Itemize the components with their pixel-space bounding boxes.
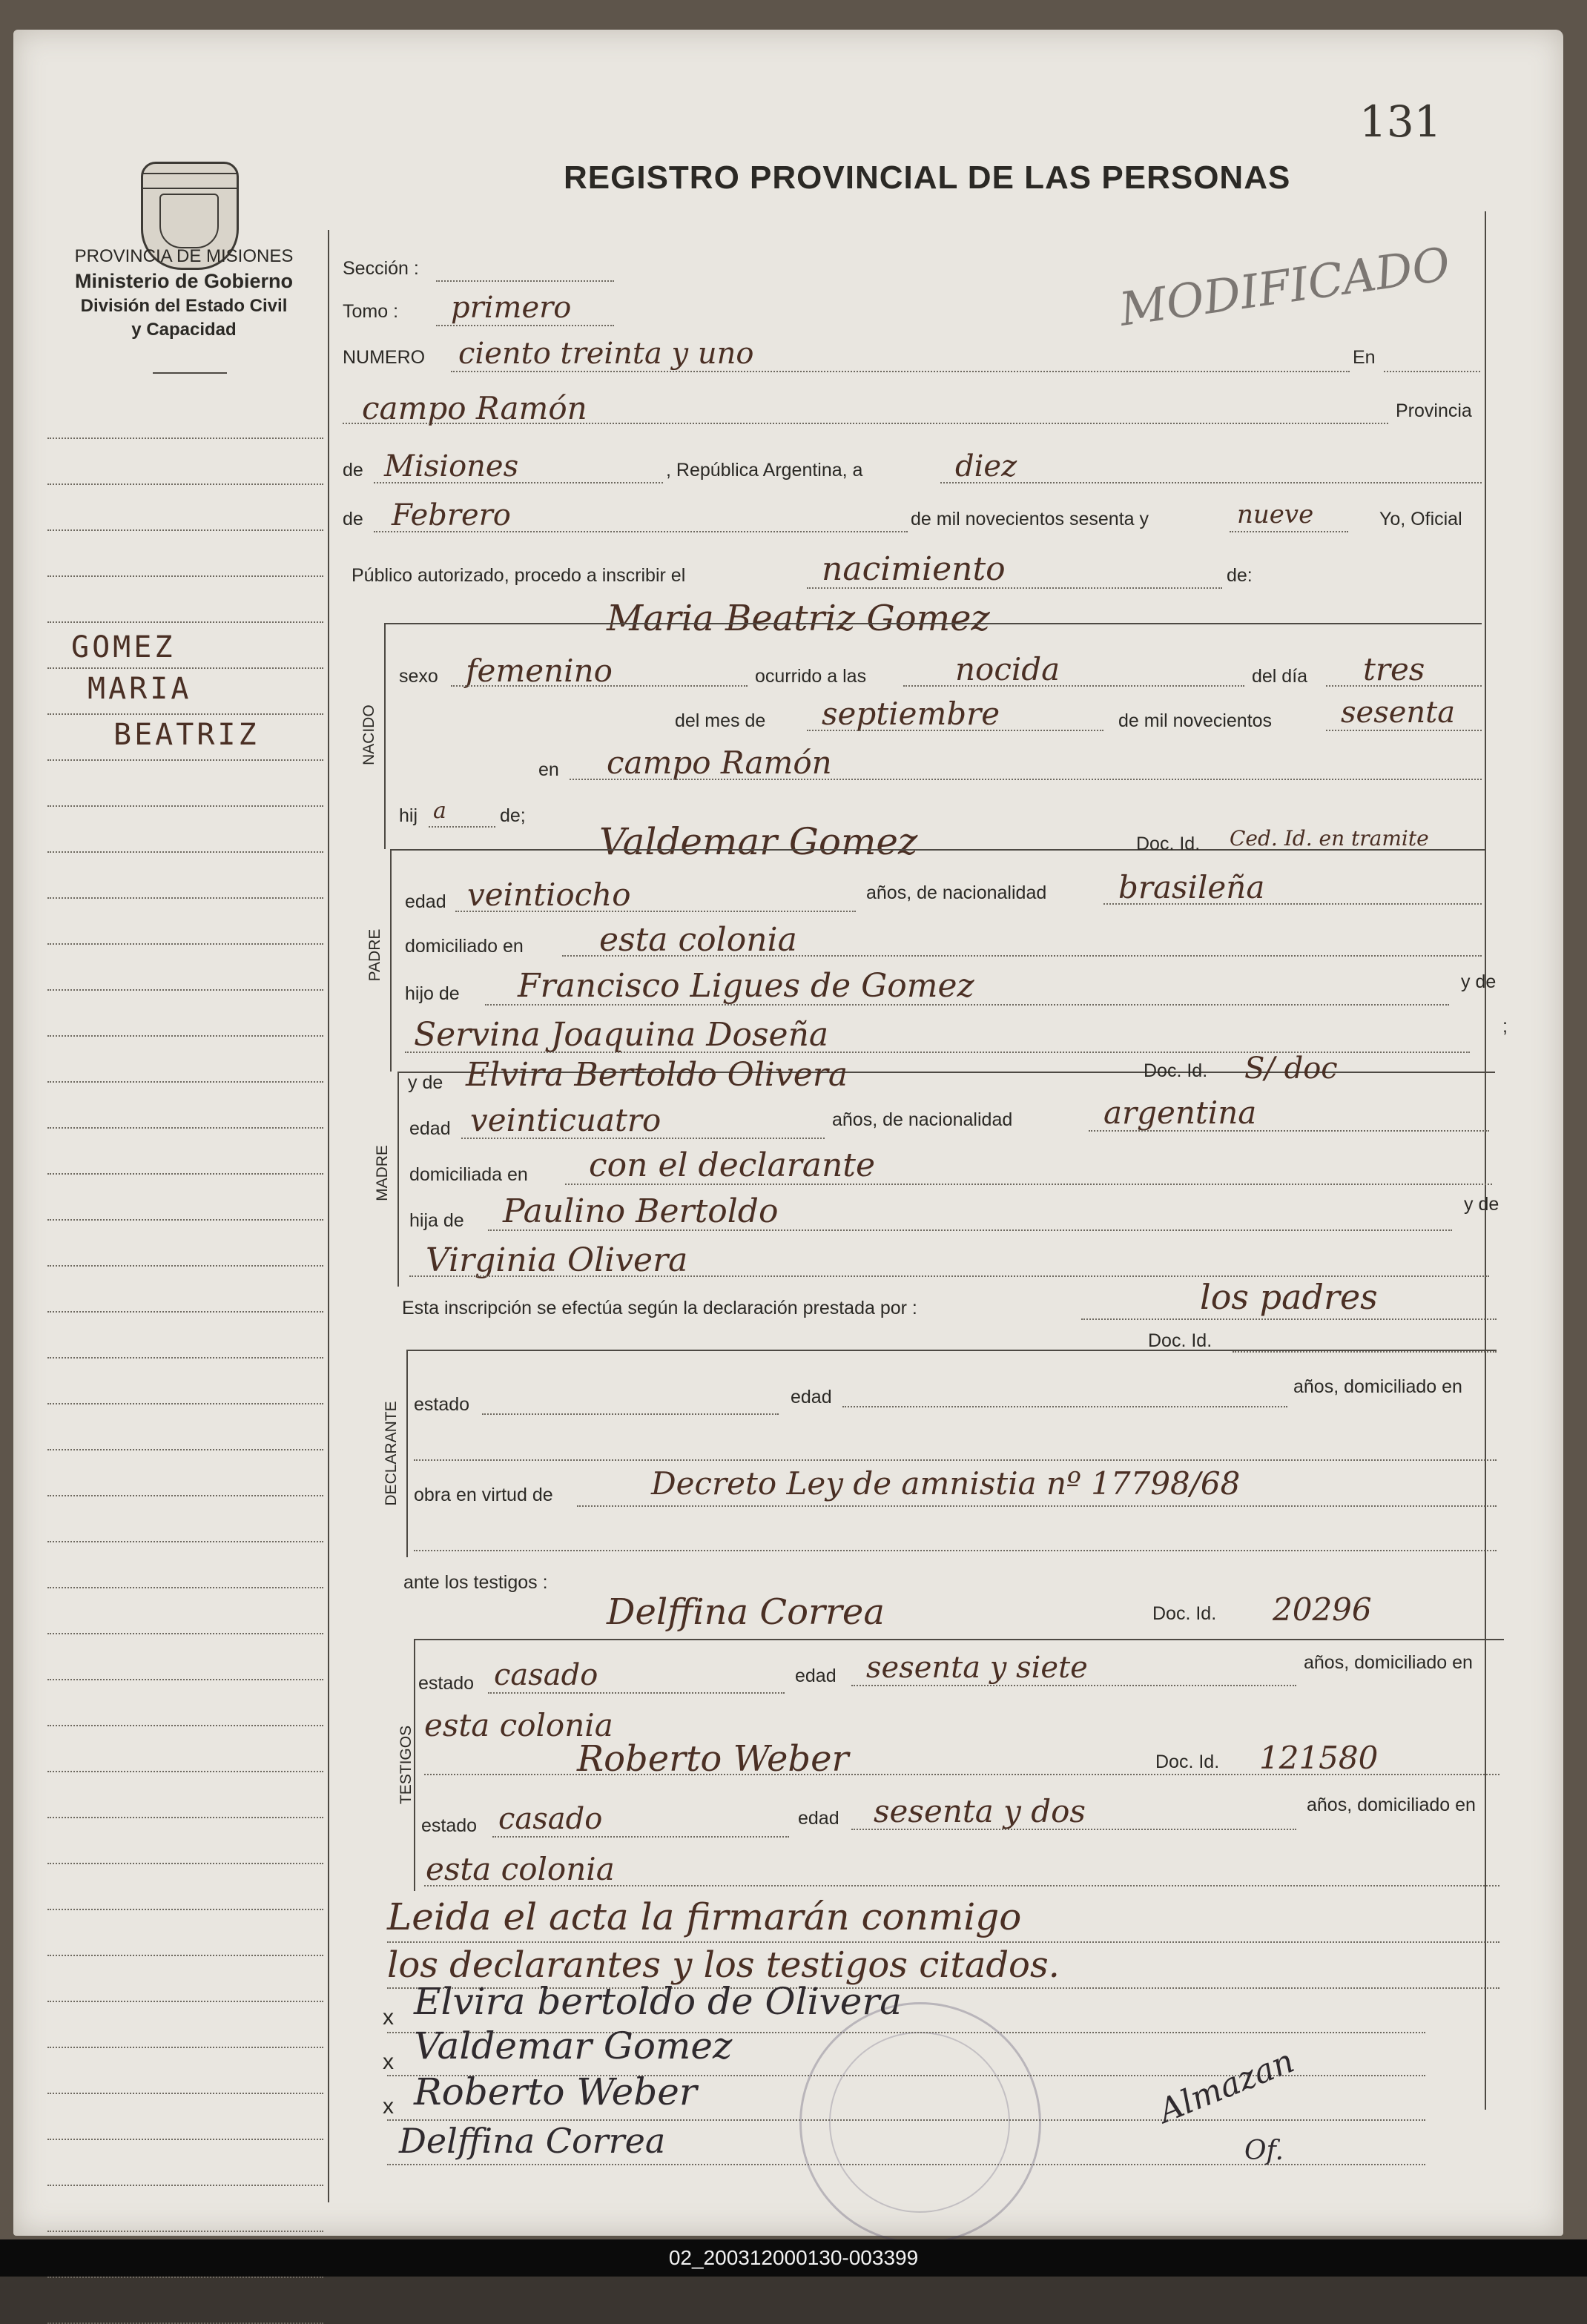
- testigo1-nombre-value: Delffina Correa: [607, 1591, 885, 1633]
- madre-y-de-label: y de: [408, 1072, 443, 1093]
- margin-ruled-line: [47, 1633, 323, 1634]
- margin-ruled-line: [47, 2139, 323, 2140]
- margin-ruled-line: [47, 529, 323, 531]
- republica-label: , República Argentina, a: [666, 460, 863, 481]
- obra-label: obra en virtud de: [414, 1485, 553, 1505]
- tomo-label: Tomo :: [343, 301, 399, 322]
- signature-1: Elvira bertoldo de Olivera: [414, 1980, 903, 2023]
- official-stamp-inner: [829, 2032, 1010, 2213]
- madre-edad-line: [461, 1138, 825, 1139]
- margin-ruled-line: [47, 759, 323, 761]
- obra-value: Decreto Ley de amnistia nº 17798/68: [651, 1465, 1241, 1502]
- padre-dom-label: domiciliado en: [405, 936, 524, 957]
- sexo-line: [451, 685, 748, 687]
- margin-ruled-line: [47, 1541, 323, 1542]
- de-label-2: de: [343, 509, 363, 529]
- margin-ruled-line: [47, 1403, 323, 1404]
- padre-nac-value: brasileña: [1118, 869, 1265, 905]
- margin-ruled-line: [47, 2277, 323, 2278]
- margin-ruled-line: [47, 851, 323, 853]
- margin-ruled-line: [47, 805, 323, 807]
- margin-ruled-line: [47, 1173, 323, 1175]
- margin-ruled-line: [47, 1863, 323, 1864]
- testigo1-estado-line: [488, 1692, 785, 1694]
- sexo-value: femenino: [466, 653, 613, 689]
- section-declarante: DECLARANTE: [383, 1401, 400, 1506]
- lugar-line: [343, 423, 1388, 424]
- testigo2-nombre-value: Roberto Weber: [577, 1738, 849, 1780]
- margin-first-name: MARIA: [88, 672, 192, 706]
- obra-line-2: [414, 1550, 1497, 1551]
- margin-ruled-line: [47, 2093, 323, 2094]
- section-padre: PADRE: [366, 928, 383, 982]
- padre-doc-value: Ced. Id. en tramite: [1230, 826, 1429, 851]
- semicolon-label: ;: [1502, 1016, 1508, 1037]
- padre-y-de-label: y de: [1461, 971, 1497, 992]
- abuela-p-value: Servina Joaquina Doseña: [414, 1016, 829, 1054]
- del-dia-label: del día: [1252, 666, 1308, 687]
- seccion-line: [436, 280, 614, 282]
- nombre-value: Maria Beatriz Gomez: [607, 598, 990, 639]
- closing-line-1-rule: [387, 1941, 1499, 1943]
- declarante-estado-label: estado: [414, 1394, 470, 1415]
- signature-mark-2: x: [383, 2050, 394, 2074]
- numero-label: NUMERO: [343, 347, 426, 368]
- declarante-side-rule: [406, 1350, 408, 1557]
- declarante-doc-line: [1233, 1351, 1497, 1353]
- abuelo-p-value: Francisco Ligues de Gomez: [518, 967, 974, 1005]
- testigo1-dom-value: esta colonia: [424, 1707, 613, 1743]
- mes-line: [374, 531, 908, 532]
- ante-testigos-label: ante los testigos :: [403, 1572, 548, 1593]
- testigo1-dom-label: años, domiciliado en: [1304, 1652, 1473, 1673]
- margin-ruled-line: [47, 1955, 323, 1956]
- right-border-rule: [1485, 211, 1486, 2110]
- padre-edad-value: veintiocho: [467, 877, 631, 913]
- testigo2-edad-label: edad: [798, 1808, 839, 1829]
- padre-doc-label: Doc. Id.: [1136, 833, 1201, 854]
- madre-nac-line: [1089, 1130, 1489, 1132]
- en-lugar-label: en: [538, 759, 559, 780]
- margin-ruled-line: [47, 667, 323, 669]
- closing-line-2: los declarantes y los testigos citados.: [387, 1944, 1060, 1986]
- padre-side-rule: [390, 849, 392, 1072]
- margin-ruled-line: [47, 483, 323, 485]
- closing-line-1: Leida el acta la firmarán conmigo: [387, 1895, 1022, 1938]
- lugar-value: campo Ramón: [362, 390, 587, 426]
- testigo1-estado-value: casado: [494, 1658, 598, 1692]
- official-signature-title: Of.: [1244, 2136, 1284, 2166]
- margin-ruled-line: [47, 2047, 323, 2048]
- header-block: [28, 246, 340, 340]
- declarante-edad-label: edad: [791, 1387, 832, 1407]
- publico-label: Público autorizado, procedo a inscribir el: [352, 565, 686, 586]
- margin-ruled-line: [47, 1817, 323, 1818]
- testigo1-edad-label: edad: [795, 1666, 837, 1686]
- margin-ruled-line: [47, 2231, 323, 2232]
- obra-line: [577, 1505, 1497, 1507]
- testigo1-edad-line: [851, 1685, 1296, 1686]
- signature-2: Valdemar Gomez: [414, 2024, 733, 2067]
- madre-dom-label: domiciliada en: [409, 1164, 528, 1185]
- testigo2-dom-label: años, domiciliado en: [1307, 1795, 1476, 1815]
- declarante-value: los padres: [1200, 1277, 1378, 1317]
- abuelo-m-line: [488, 1229, 1452, 1231]
- testigo2-doc-value: 121580: [1259, 1740, 1379, 1776]
- margin-ruled-line: [47, 897, 323, 899]
- madre-nac-label: años, de nacionalidad: [832, 1109, 1013, 1130]
- padre-edad-line: [455, 911, 856, 912]
- padre-dom-line: [562, 955, 1482, 957]
- header-ministry: Ministerio de Gobierno: [74, 270, 294, 292]
- hijo-suffix-line: [429, 826, 495, 828]
- testigo2-doc-label: Doc. Id.: [1155, 1752, 1220, 1772]
- signature-mark-1: x: [383, 2005, 394, 2030]
- page-title: REGISTRO PROVINCIAL DE LAS PERSONAS: [564, 159, 1291, 196]
- dia-line: [940, 482, 1482, 483]
- signature-mark-3: x: [383, 2094, 394, 2119]
- provincia-line: [374, 482, 663, 483]
- testigo2-estado-value: casado: [498, 1802, 603, 1836]
- lugar-nac-value: campo Ramón: [607, 745, 832, 781]
- padre-dom-value: esta colonia: [599, 921, 797, 959]
- mes-nac-value: septiembre: [822, 696, 1000, 732]
- hijo-suffix: a: [433, 798, 446, 824]
- declarante-dom-line: [414, 1459, 1497, 1461]
- madre-y-de-label-2: y de: [1464, 1194, 1499, 1215]
- margin-ruled-line: [47, 1081, 323, 1083]
- nacido-top-rule: [384, 623, 1482, 624]
- numero-line: [451, 371, 1350, 372]
- margin-ruled-line: [47, 1679, 323, 1680]
- margin-ruled-line: [47, 2001, 323, 2002]
- testigo2-edad-line: [851, 1829, 1296, 1830]
- padre-edad-label: edad: [405, 891, 446, 912]
- margin-ruled-line: [47, 575, 323, 577]
- margin-ruled-line: [47, 1035, 323, 1037]
- anio-nac-value: sesenta: [1341, 696, 1456, 730]
- numero-value: ciento treinta y uno: [458, 337, 754, 371]
- padre-nombre-value: Valdemar Gomez: [599, 820, 918, 863]
- header-province: PROVINCIA DE MISIONES: [74, 246, 294, 266]
- section-madre: MADRE: [374, 1145, 391, 1201]
- testigos-top-rule: [414, 1639, 1504, 1640]
- yo-oficial-label: Yo, Oficial: [1379, 509, 1462, 529]
- margin-ruled-line: [47, 1771, 323, 1772]
- section-testigos: TESTIGOS: [397, 1725, 415, 1805]
- padre-nac-line: [1103, 903, 1482, 905]
- signature-3: Roberto Weber: [414, 2070, 697, 2113]
- margin-ruled-line: [47, 1357, 323, 1359]
- hora-line: [903, 685, 1244, 687]
- margin-ruled-line: [47, 943, 323, 945]
- hijo-label: hij: [399, 805, 418, 826]
- testigo1-estado-label: estado: [418, 1673, 475, 1694]
- declarante-line: [1081, 1318, 1497, 1320]
- anio-line: [1230, 531, 1348, 532]
- margin-ruled-line: [47, 1725, 323, 1726]
- header-capacity: y Capacidad: [131, 320, 237, 340]
- declarante-doc-label: Doc. Id.: [1148, 1330, 1212, 1351]
- declarante-edad-line: [842, 1406, 1287, 1407]
- madre-nombre-value: Elvira Bertoldo Olivera: [466, 1056, 848, 1094]
- mil-nov-label: de mil novecientos: [1118, 710, 1273, 731]
- dia-value: diez: [955, 449, 1017, 483]
- register-page: [13, 30, 1563, 2236]
- margin-ruled-line: [47, 1265, 323, 1267]
- testigo2-estado-label: estado: [421, 1815, 478, 1836]
- acto-value: nacimiento: [822, 550, 1006, 588]
- tomo-line: [436, 325, 614, 326]
- en-line: [1384, 371, 1480, 372]
- de-label-1: de: [343, 460, 363, 481]
- provincia-value: Misiones: [384, 449, 519, 483]
- madre-side-rule: [397, 1072, 399, 1287]
- page-number: 131: [1359, 96, 1442, 147]
- sexo-label: sexo: [399, 666, 438, 687]
- testigo2-edad-value: sesenta y dos: [874, 1793, 1086, 1829]
- declarante-estado-line: [482, 1413, 779, 1415]
- abuelo-m-value: Paulino Bertoldo: [503, 1192, 779, 1230]
- margin-ruled-line: [47, 989, 323, 991]
- tomo-value: primero: [451, 291, 572, 325]
- acto-line: [807, 587, 1222, 589]
- margin-ruled-line: [47, 1219, 323, 1221]
- lugar-nac-line: [570, 779, 1482, 780]
- dia-nac-value: tres: [1363, 651, 1425, 687]
- provincia-label: Provincia: [1396, 400, 1472, 421]
- mil-nov-sesenta-label: de mil novecientos sesenta y: [911, 509, 1149, 529]
- margin-second-name: BEATRIZ: [113, 718, 260, 752]
- inscripcion-label: Esta inscripción se efectúa según la declaración prestada por :: [402, 1298, 917, 1318]
- anio-nac-line: [1326, 730, 1482, 731]
- testigo2-estado-line: [492, 1836, 789, 1838]
- abuelo-p-line: [485, 1004, 1449, 1006]
- archive-id-bar: 02_200312000130-003399: [0, 2239, 1587, 2277]
- margin-ruled-line: [47, 1127, 323, 1129]
- seccion-label: Sección :: [343, 258, 419, 279]
- madre-doc-label: Doc. Id.: [1144, 1060, 1208, 1081]
- margin-ruled-line: [47, 1909, 323, 1910]
- hijo-de-label: de;: [500, 805, 526, 826]
- madre-dom-line: [565, 1184, 1492, 1185]
- margin-ruled-line: [47, 713, 323, 715]
- mes-value: Febrero: [392, 498, 511, 532]
- margin-ruled-line: [47, 1311, 323, 1313]
- en-label: En: [1353, 347, 1376, 368]
- signature-4: Delffina Correa: [399, 2121, 666, 2161]
- modificado-stamp: MODIFICADO: [1116, 237, 1454, 337]
- official-signature: Almazan: [1153, 2041, 1300, 2131]
- madre-edad-value: veinticuatro: [470, 1102, 661, 1138]
- madre-doc-value: S/ doc: [1244, 1052, 1338, 1086]
- padre-hijo-de-label: hijo de: [405, 983, 460, 1004]
- madre-hija-de-label: hija de: [409, 1210, 464, 1231]
- header-underline: [153, 372, 227, 374]
- de-colon-label: de:: [1227, 565, 1253, 586]
- madre-dom-value: con el declarante: [589, 1146, 876, 1184]
- nacido-side-rule: [384, 623, 386, 849]
- del-mes-label: del mes de: [675, 710, 766, 731]
- declarante-dom-label: años, domiciliado en: [1293, 1376, 1462, 1397]
- anio-value: nueve: [1237, 500, 1314, 529]
- mes-nac-line: [807, 730, 1103, 731]
- header-division: División del Estado Civil: [80, 296, 288, 316]
- testigo2-dom-line: [424, 1885, 1499, 1886]
- testigo1-doc-value: 20296: [1273, 1591, 1372, 1628]
- margin-ruled-line: [47, 438, 323, 439]
- testigo1-edad-value: sesenta y siete: [866, 1651, 1088, 1685]
- testigo1-doc-label: Doc. Id.: [1152, 1603, 1217, 1624]
- section-nacido: NACIDO: [360, 704, 377, 765]
- margin-divider: [328, 230, 329, 2202]
- margin-ruled-line: [47, 621, 323, 623]
- dia-nac-line: [1326, 685, 1482, 687]
- margin-ruled-line: [47, 1495, 323, 1496]
- margin-ruled-line: [47, 2185, 323, 2186]
- margin-ruled-line: [47, 1449, 323, 1450]
- testigo2-dom-value: esta colonia: [426, 1851, 615, 1887]
- abuela-m-value: Virginia Olivera: [426, 1241, 688, 1279]
- madre-edad-label: edad: [409, 1118, 451, 1139]
- madre-nac-value: argentina: [1103, 1095, 1257, 1131]
- margin-ruled-line: [47, 1587, 323, 1588]
- margin-surname: GOMEZ: [71, 630, 176, 664]
- hora-value: nocida: [955, 651, 1060, 687]
- padre-nac-label: años, de nacionalidad: [866, 882, 1047, 903]
- ocurrido-label: ocurrido a las: [755, 666, 867, 687]
